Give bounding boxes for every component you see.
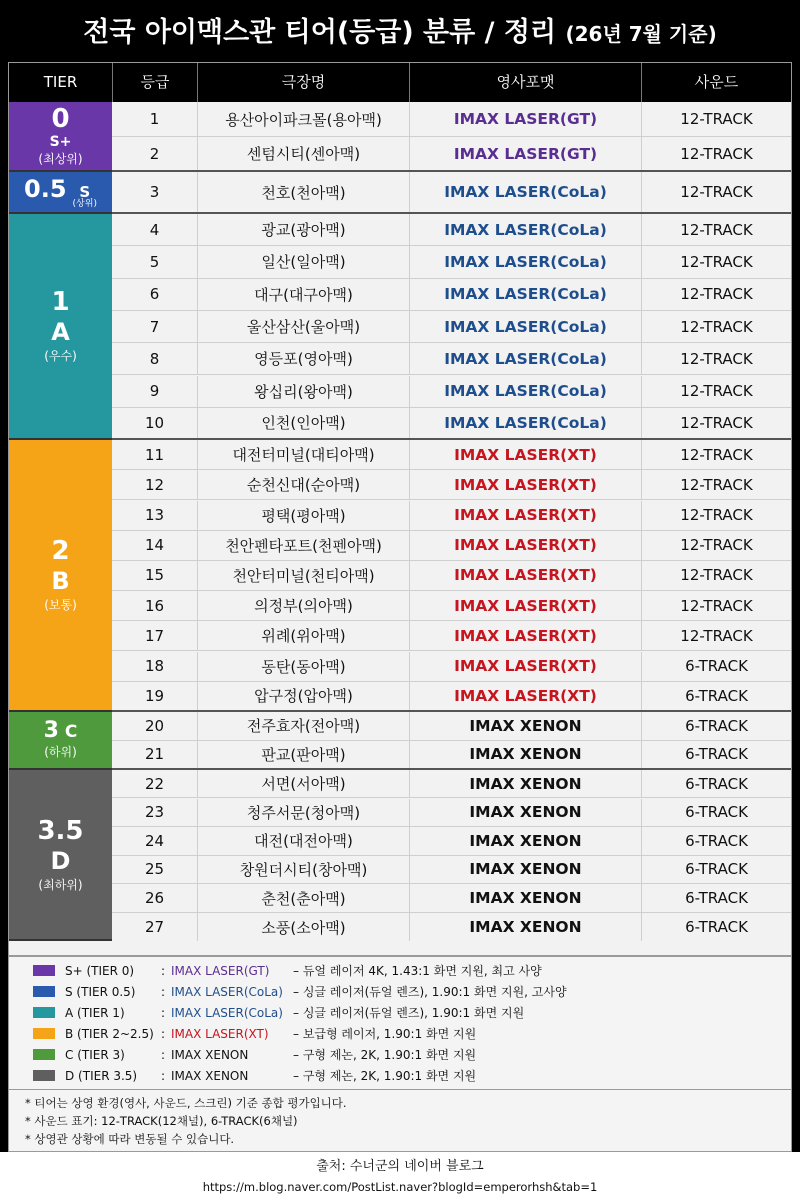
table-row: [112, 913, 791, 942]
theater-name-cell: 평택(평아맥): [197, 501, 409, 530]
theater-name-cell: 영등포(영아맥): [197, 343, 409, 374]
table-row: [112, 137, 791, 172]
tier-grade: C: [64, 722, 78, 743]
footer: [0, 1152, 800, 1200]
grade-cell: 12: [144, 475, 165, 494]
table-row: [112, 856, 791, 885]
grade-cell: 10: [144, 413, 165, 432]
sound-cell: 6-TRACK: [641, 712, 791, 740]
tier-number: 3.5: [37, 815, 84, 846]
grade-cell: 17: [144, 626, 165, 645]
grade-cell: 18: [144, 657, 165, 676]
sound-cell: 12-TRACK: [641, 102, 791, 136]
tier-block: [9, 214, 112, 440]
tier-inline: [24, 175, 97, 210]
sound-cell: 12-TRACK: [641, 561, 791, 590]
theater-name-cell: 서면(서아맥): [197, 770, 409, 798]
grade-cell: 7: [149, 317, 160, 336]
format-cell: IMAX LASER(CoLa): [409, 408, 641, 438]
legend-colon: :: [161, 984, 166, 999]
tier-block: [9, 102, 112, 172]
table-row: [112, 470, 791, 500]
format-cell: IMAX XENON: [409, 770, 641, 798]
theater-name-cell: 소풍(소아맥): [197, 913, 409, 942]
format-cell: IMAX LASER(GT): [409, 102, 641, 136]
format-cell: IMAX LASER(XT): [409, 531, 641, 560]
format-cell: IMAX LASER(CoLa): [409, 343, 641, 374]
note-line: * 티어는 상영 환경(영사, 사운드, 스크린) 기준 종합 평가입니다.: [25, 1096, 347, 1110]
legend-swatch: [33, 986, 55, 997]
table-row: [112, 621, 791, 651]
table-row: [112, 561, 791, 591]
format-cell: IMAX XENON: [409, 799, 641, 827]
format-cell: IMAX XENON: [409, 856, 641, 884]
grade-cell: 5: [149, 252, 160, 271]
legend-item: [9, 1023, 791, 1044]
theater-name-cell: 천안펜타포트(천펜아맥): [197, 531, 409, 560]
table-row: [112, 172, 791, 214]
format-cell: IMAX XENON: [409, 827, 641, 855]
sound-cell: 6-TRACK: [641, 913, 791, 942]
sound-cell: 12-TRACK: [641, 311, 791, 342]
theater-name-cell: 판교(판아맥): [197, 741, 409, 768]
table-row: [112, 102, 791, 137]
legend-tier: B (TIER 2~2.5): [65, 1026, 154, 1041]
sound-cell: 12-TRACK: [641, 408, 791, 438]
header-sound: 사운드: [641, 63, 791, 102]
legend-swatch: [33, 1028, 55, 1039]
format-cell: IMAX LASER(CoLa): [409, 172, 641, 212]
format-cell: IMAX LASER(CoLa): [409, 376, 641, 407]
tier-inline: [44, 718, 78, 743]
tier-desc: (상위): [72, 198, 97, 209]
format-cell: IMAX LASER(CoLa): [409, 311, 641, 342]
legend-swatch: [33, 1049, 55, 1060]
format-cell: IMAX XENON: [409, 741, 641, 768]
legend-colon: :: [161, 963, 166, 978]
legend-item: [9, 1065, 791, 1086]
theater-name-cell: 일산(일아맥): [197, 246, 409, 277]
grade-cell: 11: [144, 445, 165, 464]
theater-name-cell: 센텀시티(센아맥): [197, 137, 409, 170]
header-theater: 극장명: [197, 63, 409, 102]
theater-name-cell: 압구정(압아맥): [197, 682, 409, 710]
grade-cell: 4: [149, 220, 160, 239]
legend-item: [9, 1044, 791, 1065]
legend-tier: A (TIER 1): [65, 1005, 125, 1020]
sound-cell: 12-TRACK: [641, 591, 791, 620]
grade-cell: 14: [144, 536, 165, 555]
format-cell: IMAX XENON: [409, 712, 641, 740]
tier-number: 2: [51, 535, 70, 566]
tier-block: [9, 770, 112, 942]
theater-name-cell: 순천신대(순아맥): [197, 470, 409, 499]
sound-cell: 12-TRACK: [641, 531, 791, 560]
sound-cell: 12-TRACK: [641, 501, 791, 530]
legend-colon: :: [161, 1026, 166, 1041]
table-row: [112, 501, 791, 531]
grade-cell: 8: [149, 349, 160, 368]
table-row: [112, 799, 791, 828]
format-cell: IMAX LASER(XT): [409, 440, 641, 469]
note-line: * 사운드 표기: 12-TRACK(12채널), 6-TRACK(6채널): [25, 1114, 298, 1128]
theater-name-cell: 창원더시티(창아맥): [197, 856, 409, 884]
sound-cell: 12-TRACK: [641, 343, 791, 374]
theater-name-cell: 전주효자(전아맥): [197, 712, 409, 740]
grade-cell: 2: [149, 144, 160, 163]
grade-cell: 26: [144, 889, 165, 908]
legend-format: IMAX LASER(XT): [171, 1026, 269, 1041]
table-row: [112, 343, 791, 375]
theater-name-cell: 의정부(의아맥): [197, 591, 409, 620]
grade-cell: 13: [144, 506, 165, 525]
sound-cell: 12-TRACK: [641, 137, 791, 170]
legend-format: IMAX LASER(GT): [171, 963, 270, 978]
format-cell: IMAX LASER(XT): [409, 591, 641, 620]
tier-desc: (보통): [44, 597, 77, 612]
theater-name-cell: 대구(대구아맥): [197, 279, 409, 310]
tier-block: [9, 440, 112, 712]
format-cell: IMAX LASER(CoLa): [409, 279, 641, 310]
table-row: [112, 311, 791, 343]
sound-cell: 6-TRACK: [641, 652, 791, 681]
sound-cell: 12-TRACK: [641, 214, 791, 245]
table-row: [112, 712, 791, 741]
tier-grade: B: [51, 566, 70, 595]
grade-cell: 20: [144, 716, 165, 735]
grade-cell: 3: [149, 183, 160, 201]
notes: [8, 1090, 792, 1152]
tier-desc: (최하위): [38, 877, 83, 892]
legend-colon: :: [161, 1005, 166, 1020]
tier-number: 3: [43, 718, 59, 744]
sound-cell: 12-TRACK: [641, 246, 791, 277]
grade-cell: 23: [144, 803, 165, 822]
theater-name-cell: 춘천(춘아맥): [197, 884, 409, 912]
sound-cell: 6-TRACK: [641, 884, 791, 912]
grade-cell: 6: [149, 285, 160, 304]
theater-name-cell: 왕십리(왕아맥): [197, 376, 409, 407]
sound-cell: 12-TRACK: [641, 440, 791, 469]
tier-number: 0: [51, 104, 70, 134]
sound-cell: 12-TRACK: [641, 279, 791, 310]
format-cell: IMAX LASER(XT): [409, 561, 641, 590]
legend-colon: :: [161, 1047, 166, 1062]
legend-swatch: [33, 1007, 55, 1018]
tier-number: 0.5: [24, 174, 67, 203]
legend-desc: – 구형 제논, 2K, 1.90:1 화면 지원: [293, 1048, 477, 1062]
table-row: [112, 770, 791, 799]
tier-grade: S+: [49, 134, 72, 150]
grade-cell: 19: [144, 686, 165, 705]
grade-cell: 21: [144, 745, 165, 764]
theater-name-cell: 동탄(동아맥): [197, 652, 409, 681]
tier-block: [9, 172, 112, 214]
format-cell: IMAX LASER(CoLa): [409, 246, 641, 277]
tier-desc: (우수): [44, 349, 77, 364]
tier-grade: D: [50, 846, 71, 875]
format-cell: IMAX LASER(CoLa): [409, 214, 641, 245]
theater-name-cell: 용산아이파크몰(용아맥): [197, 102, 409, 136]
table-row: [112, 531, 791, 561]
format-cell: IMAX LASER(XT): [409, 470, 641, 499]
grade-cell: 16: [144, 596, 165, 615]
source-label: 출처: 수너군의 네이버 블로그: [316, 1159, 484, 1174]
format-cell: IMAX LASER(XT): [409, 621, 641, 650]
sound-cell: 12-TRACK: [641, 172, 791, 212]
legend-desc: – 보급형 레이저, 1.90:1 화면 지원: [293, 1027, 477, 1041]
sound-cell: 6-TRACK: [641, 856, 791, 884]
sound-cell: 6-TRACK: [641, 827, 791, 855]
table-row: [112, 376, 791, 408]
legend: [8, 956, 792, 1090]
sound-cell: 12-TRACK: [641, 621, 791, 650]
theater-name-cell: 인천(인아맥): [197, 408, 409, 438]
format-cell: IMAX LASER(GT): [409, 137, 641, 170]
sound-cell: 12-TRACK: [641, 376, 791, 407]
grade-cell: 22: [144, 774, 165, 793]
page-title: [0, 0, 800, 62]
header-format: 영사포맷: [409, 63, 641, 102]
title-sub: (26년 7월 기준): [565, 22, 717, 46]
theater-name-cell: 울산삼산(울아맥): [197, 311, 409, 342]
legend-desc: – 듀얼 레이저 4K, 1.43:1 화면 지원, 최고 사양: [293, 964, 542, 978]
legend-desc: – 싱글 레이저(듀얼 렌즈), 1.90:1 화면 지원, 고사양: [293, 985, 567, 999]
sound-cell: 6-TRACK: [641, 741, 791, 768]
header-tier: TIER: [43, 73, 78, 91]
table-row: [112, 682, 791, 712]
note-line: * 상영관 상황에 따라 변동될 수 있습니다.: [25, 1132, 235, 1146]
theater-name-cell: 광교(광아맥): [197, 214, 409, 245]
table-row: [112, 591, 791, 621]
format-cell: IMAX XENON: [409, 884, 641, 912]
title-main: 전국 아이맥스관 티어(등급) 분류 / 정리: [83, 17, 557, 48]
tier-grade: A: [51, 318, 70, 347]
legend-swatch: [33, 965, 55, 976]
sound-cell: 6-TRACK: [641, 799, 791, 827]
legend-desc: – 싱글 레이저(듀얼 렌즈), 1.90:1 화면 지원: [293, 1006, 525, 1020]
table-row: [112, 827, 791, 856]
legend-item: [9, 1002, 791, 1023]
tier-number: 1: [51, 287, 70, 318]
table-header: [9, 63, 791, 102]
legend-item: [9, 960, 791, 981]
format-cell: IMAX LASER(XT): [409, 682, 641, 710]
tier-table: [8, 62, 792, 956]
theater-name-cell: 청주서문(청아맥): [197, 799, 409, 827]
format-cell: IMAX LASER(XT): [409, 501, 641, 530]
grade-cell: 27: [144, 918, 165, 937]
grade-cell: 25: [144, 860, 165, 879]
table-row: [112, 408, 791, 440]
sound-cell: 6-TRACK: [641, 682, 791, 710]
theater-name-cell: 천호(천아맥): [197, 172, 409, 212]
tier-grade: S: [79, 182, 91, 201]
sound-cell: 12-TRACK: [641, 470, 791, 499]
table-row: [112, 246, 791, 278]
theater-name-cell: 천안터미널(천티아맥): [197, 561, 409, 590]
legend-colon: :: [161, 1068, 166, 1083]
legend-swatch: [33, 1070, 55, 1081]
legend-format: IMAX LASER(CoLa): [171, 1005, 283, 1020]
legend-tier: S (TIER 0.5): [65, 984, 136, 999]
theater-name-cell: 위례(위아맥): [197, 621, 409, 650]
grade-cell: 24: [144, 831, 165, 850]
format-cell: IMAX LASER(XT): [409, 652, 641, 681]
legend-format: IMAX XENON: [171, 1068, 249, 1083]
theater-name-cell: 대전터미널(대티아맥): [197, 440, 409, 469]
legend-format: IMAX LASER(CoLa): [171, 984, 283, 999]
sound-cell: 6-TRACK: [641, 770, 791, 798]
legend-tier: S+ (TIER 0): [65, 963, 135, 978]
tier-block: [9, 712, 112, 770]
table-row: [112, 741, 791, 770]
grade-cell: 9: [149, 382, 160, 401]
format-cell: IMAX XENON: [409, 913, 641, 942]
table-row: [112, 214, 791, 246]
source-url-link[interactable]: https://m.blog.naver.com/PostList.naver?blogId=emperorhsh&tab=1: [202, 1180, 598, 1194]
header-grade: 등급: [112, 63, 197, 102]
legend-format: IMAX XENON: [171, 1047, 249, 1062]
table-row: [112, 652, 791, 682]
legend-item: [9, 981, 791, 1002]
theater-name-cell: 대전(대전아맥): [197, 827, 409, 855]
tier-desc: (최상위): [38, 152, 83, 166]
legend-desc: – 구형 제논, 2K, 1.90:1 화면 지원: [293, 1069, 477, 1083]
legend-tier: C (TIER 3): [65, 1047, 125, 1062]
legend-tier: D (TIER 3.5): [65, 1068, 138, 1083]
table-row: [112, 884, 791, 913]
table-row: [112, 440, 791, 470]
table-row: [112, 279, 791, 311]
tier-desc: (하위): [44, 745, 77, 760]
grade-cell: 1: [149, 110, 160, 128]
grade-cell: 15: [144, 566, 165, 585]
